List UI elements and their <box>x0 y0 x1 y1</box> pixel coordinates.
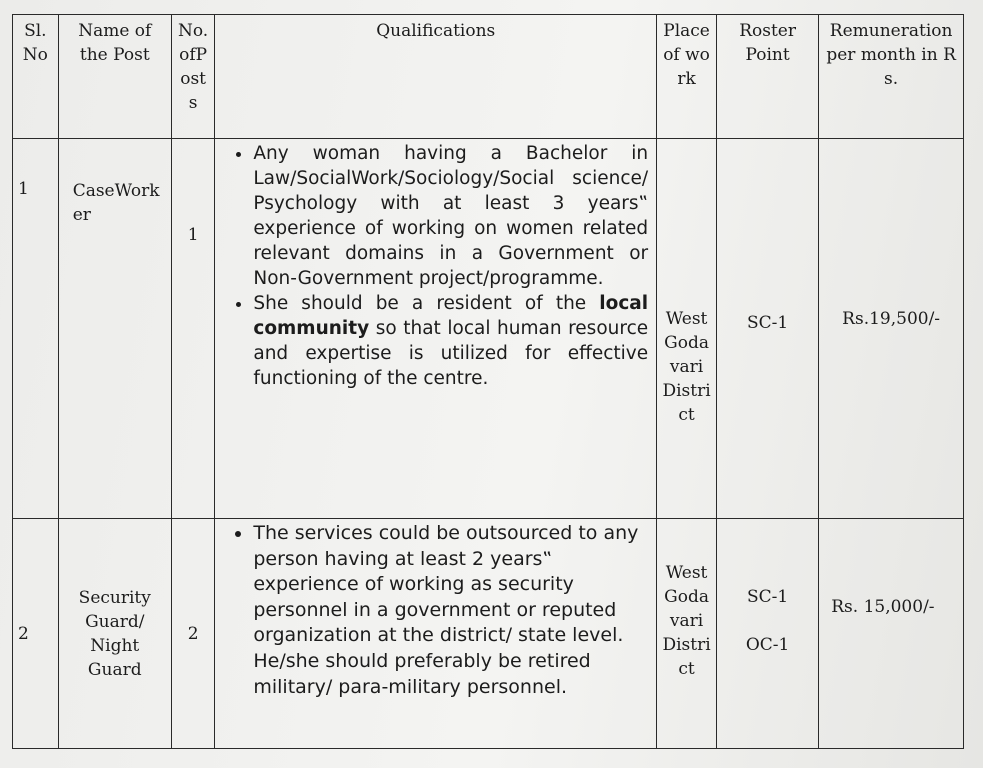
sl-no-cell: 2 <box>13 519 59 749</box>
post-name-cell: Security Guard/ Night Guard <box>58 519 171 749</box>
remuneration-cell: Rs.19,500/- <box>819 139 964 519</box>
header-qualifications: Qualifications <box>215 15 657 139</box>
posts-count-cell: 1 <box>171 139 215 519</box>
posts-count-cell: 2 <box>171 519 215 749</box>
qualifications-list <box>219 141 648 391</box>
qualifications-list <box>219 521 648 700</box>
roster-point-cell: SC-1 <box>716 139 818 519</box>
table-row <box>13 519 964 749</box>
recruitment-table <box>12 14 964 749</box>
roster-point-value: SC-1 <box>747 587 789 607</box>
header-place-of-work: Place of work <box>657 15 717 139</box>
qualifications-cell <box>215 519 657 749</box>
qualification-item: • The services could be outsourced to any person having at least 2 years‟ experience of working as security personnel in a government or reputed organization at the district/ state level. He/she should preferably be retired military/ para-military personnel. <box>253 521 648 700</box>
qualifications-cell <box>215 139 657 519</box>
roster-spacer <box>722 609 813 633</box>
qualification-text: She should be a resident of the <box>253 293 600 314</box>
sl-no-cell: 1 <box>13 139 59 519</box>
qualification-text: so that local human resource and expertise is utilized for effective functioning of the centre. <box>253 318 649 389</box>
qualification-item: • Any woman having a Bachelor in Law/SocialWork/Sociology/Social science/ Psychology with at least 3 years‟ experience of working on women related relevant domains in a Government or Non-Government project/programme. <box>253 141 648 291</box>
remuneration-cell: Rs. 15,000/- <box>819 519 964 749</box>
header-remuneration: Remuneration per month in Rs. <box>819 15 964 139</box>
header-sl-no: Sl. No <box>13 15 59 139</box>
roster-point-value: OC-1 <box>745 635 790 655</box>
header-roster-point: Roster Point <box>716 15 818 139</box>
header-no-of-posts: No. ofPosts <box>171 15 215 139</box>
table-header-row <box>13 15 964 139</box>
qualification-emphasis: local community <box>253 293 649 339</box>
roster-point-cell <box>716 519 818 749</box>
place-of-work-cell: West Godavari District <box>657 139 717 519</box>
header-name-of-post: Name of the Post <box>58 15 171 139</box>
table-row <box>13 139 964 519</box>
post-name-cell: CaseWorker <box>58 139 171 519</box>
qualification-item <box>253 291 648 391</box>
place-of-work-cell: West Godavari District <box>657 519 717 749</box>
